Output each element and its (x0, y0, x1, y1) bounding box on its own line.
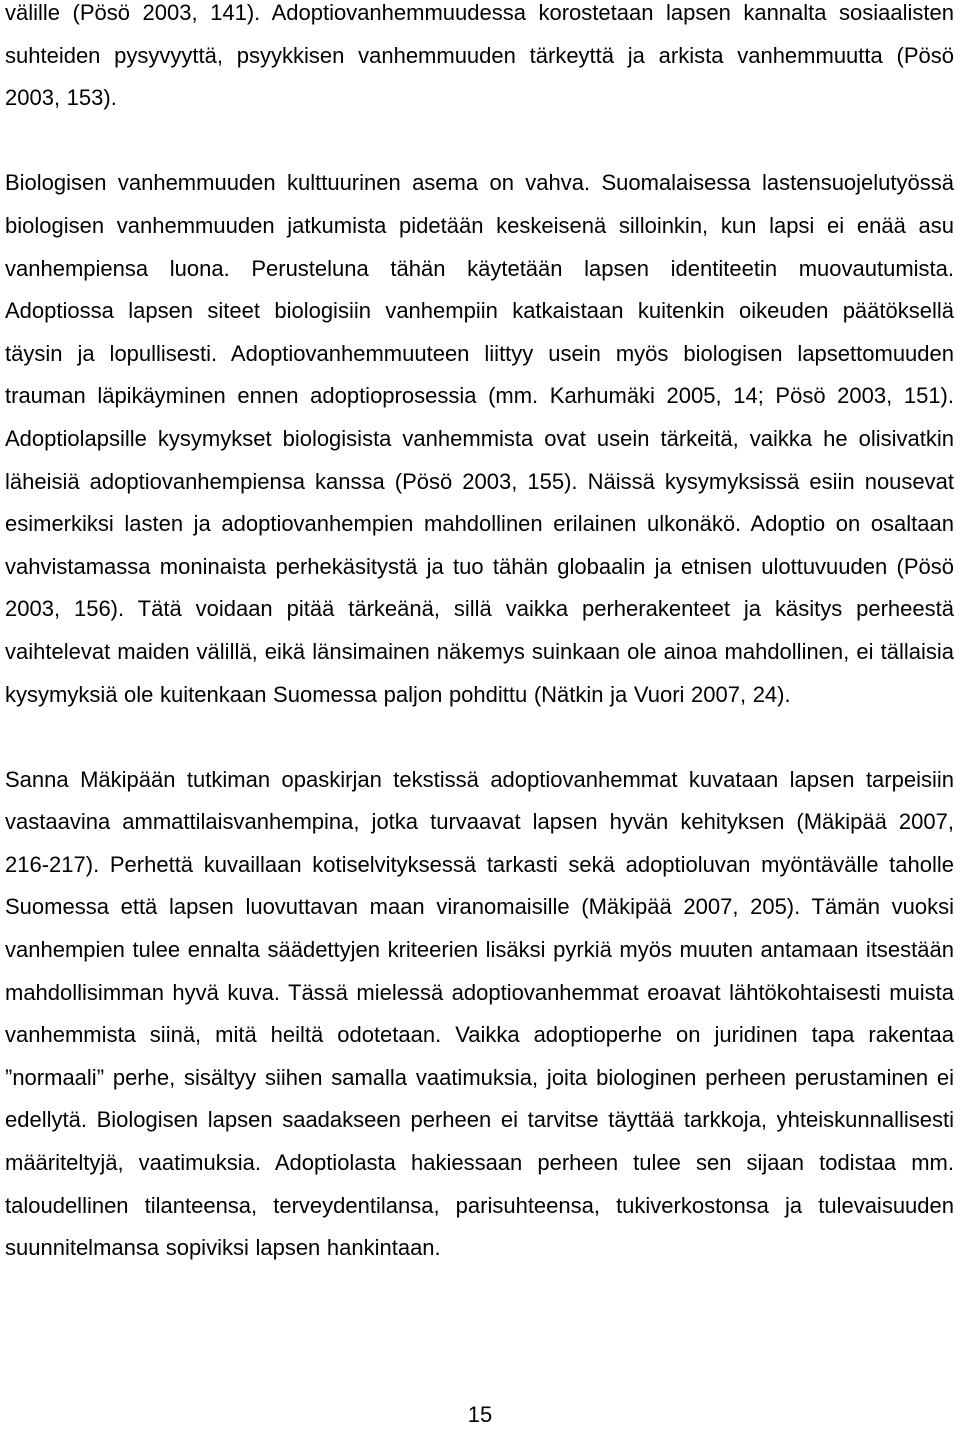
body-paragraph: välille (Pösö 2003, 141). Adoptiovanhemmuudessa korostetaan lapsen kannalta sosiaalisten suhteiden pysyvyyttä, psyykkisen vanhemmuuden tärkeyttä ja arkista vanhemmuutta (Pösö 2003, 153). (5, 0, 954, 111)
page-number: 15 (467, 1402, 493, 1427)
body-paragraph: Sanna Mäkipään tutkiman opaskirjan tekstissä adoptiovanhemmat kuvataan lapsen tarpeisiin vastaavina ammattilaisvanhempina, jotka turvaavat lapsen hyvän kehityksen (Mäkipää 2007, 216-217). Perhettä kuvaillaan kotiselvityksessä tarkasti sekä adoptioluvan myöntävälle taholle Suomessa että lapsen luovuttavan maan viranomaisille (Mäkipää 2007, 205). Tämän vuoksi vanhempien tulee ennalta säädettyjen kriteerien lisäksi pyrkiä myös muuten antamaan itsestään mahdollisimman hyvä kuva. Tässä mielessä adoptiovanhemmat eroavat lähtökohtaisesti muista vanhemmista siinä, mitä heiltä odotetaan. Vaikka adoptioperhe on juridinen tapa rakentaa ”normaali” perhe, sisältyy siihen samalla vaatimuksia, joita biologinen perheen perustaminen ei edellytä. Biologisen lapsen saadakseen perheen ei tarvitse täyttää tarkkoja, yhteiskunnallisesti määriteltyjä, vaatimuksia. Adoptiolasta hakiessaan perheen tulee sen sijaan todistaa mm. taloudellinen tilanteensa, terveydentilansa, parisuhteensa, tukiverkostonsa ja tulevaisuuden suunnitelmansa sopiviksi lapsen hankintaan. (5, 766, 954, 1261)
body-paragraph: Biologisen vanhemmuuden kulttuurinen asema on vahva. Suomalaisessa lastensuojelutyössä biologisen vanhemmuuden jatkumista pidetään keskeisenä silloinkin, kun lapsi ei enää asu vanhempiensa luona. Perusteluna tähän käytetään lapsen identiteetin muovautumista. Adoptiossa lapsen siteet biologisiin vanhempiin katkaistaan kuitenkin oikeuden päätöksellä täysin ja lopullisesti. Adoptiovanhemmuuteen liittyy usein myös biologisen lapsettomuuden trauman läpikäyminen ennen adoptioprosessia (mm. Karhumäki 2005, 14; Pösö 2003, 151). Adoptiolapsille kysymykset biologisista vanhemmista ovat usein tärkeitä, vaikka he olisivatkin läheisiä adoptiovanhempiensa kanssa (Pösö 2003, 155). Näissä kysymyksissä esiin nousevat esimerkiksi lasten ja adoptiovanhempien mahdollinen erilainen ulkonäkö. Adoptio on osaltaan vahvistamassa moninaista perhekäsitystä ja tuo tähän globaalin ja etnisen ulottuvuuden (Pösö 2003, 156). Tätä voidaan pitää tärkeänä, sillä vaikka perherakenteet ja käsitys perheestä vaihtelevat maiden välillä, eikä länsimainen näkemys suinkaan ole ainoa mahdollinen, ei tällaisia kysymyksiä ole kuitenkaan Suomessa paljon pohdittu (Nätkin ja Vuori 2007, 24). (5, 170, 954, 707)
document-page (5, 0, 954, 1432)
